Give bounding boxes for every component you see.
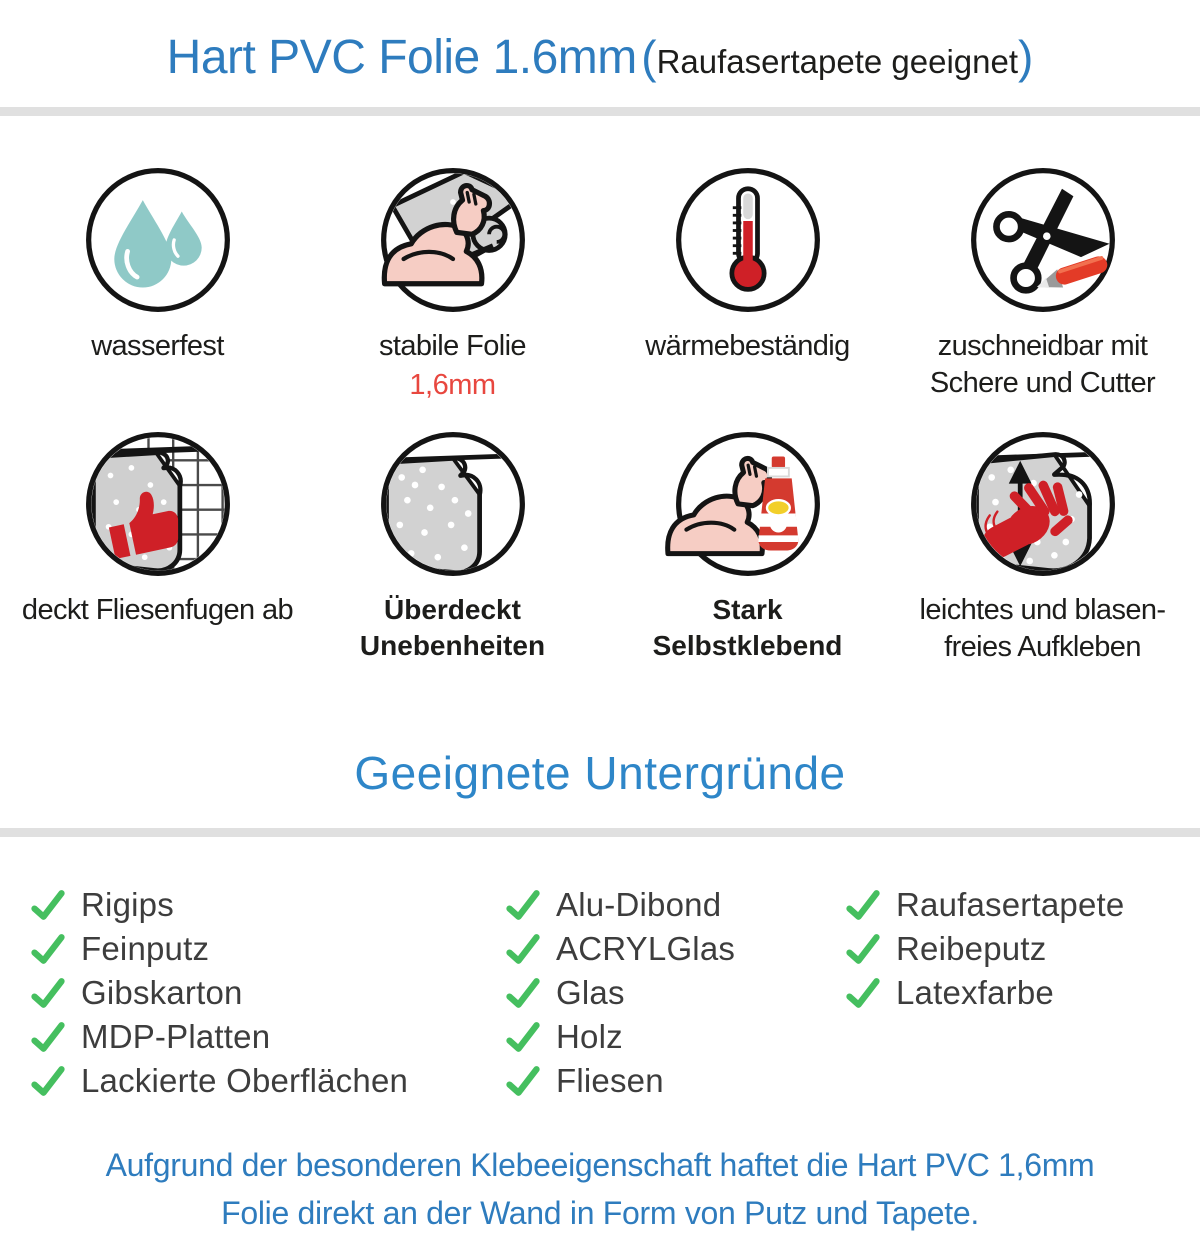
- surfaces-column-1: [30, 883, 505, 1103]
- check-icon: [845, 975, 881, 1011]
- check-icon: [30, 931, 66, 967]
- surfaces-heading: Geeignete Untergründe: [354, 747, 846, 800]
- surface-item-label: Lackierte Oberflächen: [81, 1062, 409, 1100]
- surface-item-label: Fliesen: [556, 1062, 664, 1100]
- surfaces-column-3: [845, 883, 1195, 1103]
- check-icon: [845, 931, 881, 967]
- footer-note: [0, 1141, 1200, 1237]
- surface-item: [505, 927, 845, 971]
- title-paren-close: ): [1018, 31, 1034, 83]
- surface-item-label: ACRYLGlas: [556, 930, 736, 968]
- muscle-glue-icon: [672, 428, 824, 580]
- check-icon: [30, 887, 66, 923]
- surfaces-column-2: [505, 883, 845, 1103]
- title-highlight: Hart PVC Folie 1.6mm: [166, 31, 637, 84]
- thermometer-icon: [672, 164, 824, 316]
- title-note: Raufasertapete geeignet: [656, 43, 1018, 80]
- feature-subcaption-thickness: 1,6mm: [409, 369, 496, 402]
- surface-item: [845, 883, 1195, 927]
- surface-item: [30, 883, 505, 927]
- feature-caption: deckt Fliesenfugen ab: [21, 594, 294, 627]
- thumb-tiles-icon: [82, 428, 234, 580]
- feature-caption: Überdeckt Unebenheiten: [359, 594, 546, 662]
- check-icon: [505, 1019, 541, 1055]
- feature-grid: [10, 164, 1190, 666]
- surface-item: [845, 927, 1195, 971]
- surface-item-label: Holz: [556, 1018, 623, 1056]
- water-drops-icon: [82, 164, 234, 316]
- check-icon: [30, 1019, 66, 1055]
- surface-item: [505, 1059, 845, 1103]
- dotted-foil-icon: [377, 428, 529, 580]
- check-icon: [505, 975, 541, 1011]
- check-icon: [30, 1063, 66, 1099]
- surface-item-label: Rigips: [81, 886, 174, 924]
- footer-note-line1: Aufgrund der besonderen Klebeeigenschaft haftet die Hart PVC 1,6mm: [105, 1147, 1095, 1184]
- surface-item-label: Raufasertapete: [896, 886, 1125, 924]
- surface-item-label: Glas: [556, 974, 625, 1012]
- divider-top: [0, 107, 1200, 116]
- surface-item: [505, 971, 845, 1015]
- surface-item: [30, 927, 505, 971]
- feature-caption: wärmebeständig: [645, 330, 850, 362]
- surface-item: [505, 883, 845, 927]
- check-icon: [845, 887, 881, 923]
- feature-caption: leichtes und blasen- freies Aufkleben: [919, 594, 1166, 664]
- surface-item-label: Gibskarton: [81, 974, 243, 1012]
- surface-item-label: MDP-Platten: [81, 1018, 271, 1056]
- feature-covers-unevenness: [305, 428, 600, 666]
- footer-note-line2: Folie direkt an der Wand in Form von Putz und Tapete.: [221, 1195, 979, 1232]
- surface-item-label: Feinputz: [81, 930, 210, 968]
- feature-cuttable: [895, 164, 1190, 402]
- surface-item: [845, 971, 1195, 1015]
- surface-item-label: Alu-Dibond: [556, 886, 722, 924]
- surface-item: [30, 1015, 505, 1059]
- feature-caption: wasserfest: [91, 330, 224, 362]
- feature-self-adhesive: [600, 428, 895, 666]
- feature-caption: stabile Folie: [379, 330, 526, 362]
- feature-stable-foil: [305, 164, 600, 402]
- feature-waterproof: [10, 164, 305, 402]
- divider-surfaces: [0, 828, 1200, 837]
- check-icon: [505, 887, 541, 923]
- feature-heat-resistant: [600, 164, 895, 402]
- feature-caption: zuschneidbar mit Schere und Cutter: [929, 330, 1156, 400]
- surface-item-label: Latexfarbe: [896, 974, 1054, 1012]
- surface-item: [30, 971, 505, 1015]
- scissors-cutter-icon: [967, 164, 1119, 316]
- surface-item: [30, 1059, 505, 1103]
- muscle-foil-icon: [377, 164, 529, 316]
- feature-caption: Stark Selbstklebend: [652, 594, 843, 662]
- check-icon: [30, 975, 66, 1011]
- check-icon: [505, 1063, 541, 1099]
- surface-item: [505, 1015, 845, 1059]
- surface-item-label: Reibeputz: [896, 930, 1047, 968]
- check-icon: [505, 931, 541, 967]
- hand-press-icon: [967, 428, 1119, 580]
- title-paren-open: (: [641, 31, 657, 83]
- feature-covers-tile-joints: [10, 428, 305, 666]
- surfaces-checklist: [30, 883, 1200, 1103]
- page-title: [0, 0, 1200, 85]
- feature-bubble-free: [895, 428, 1190, 666]
